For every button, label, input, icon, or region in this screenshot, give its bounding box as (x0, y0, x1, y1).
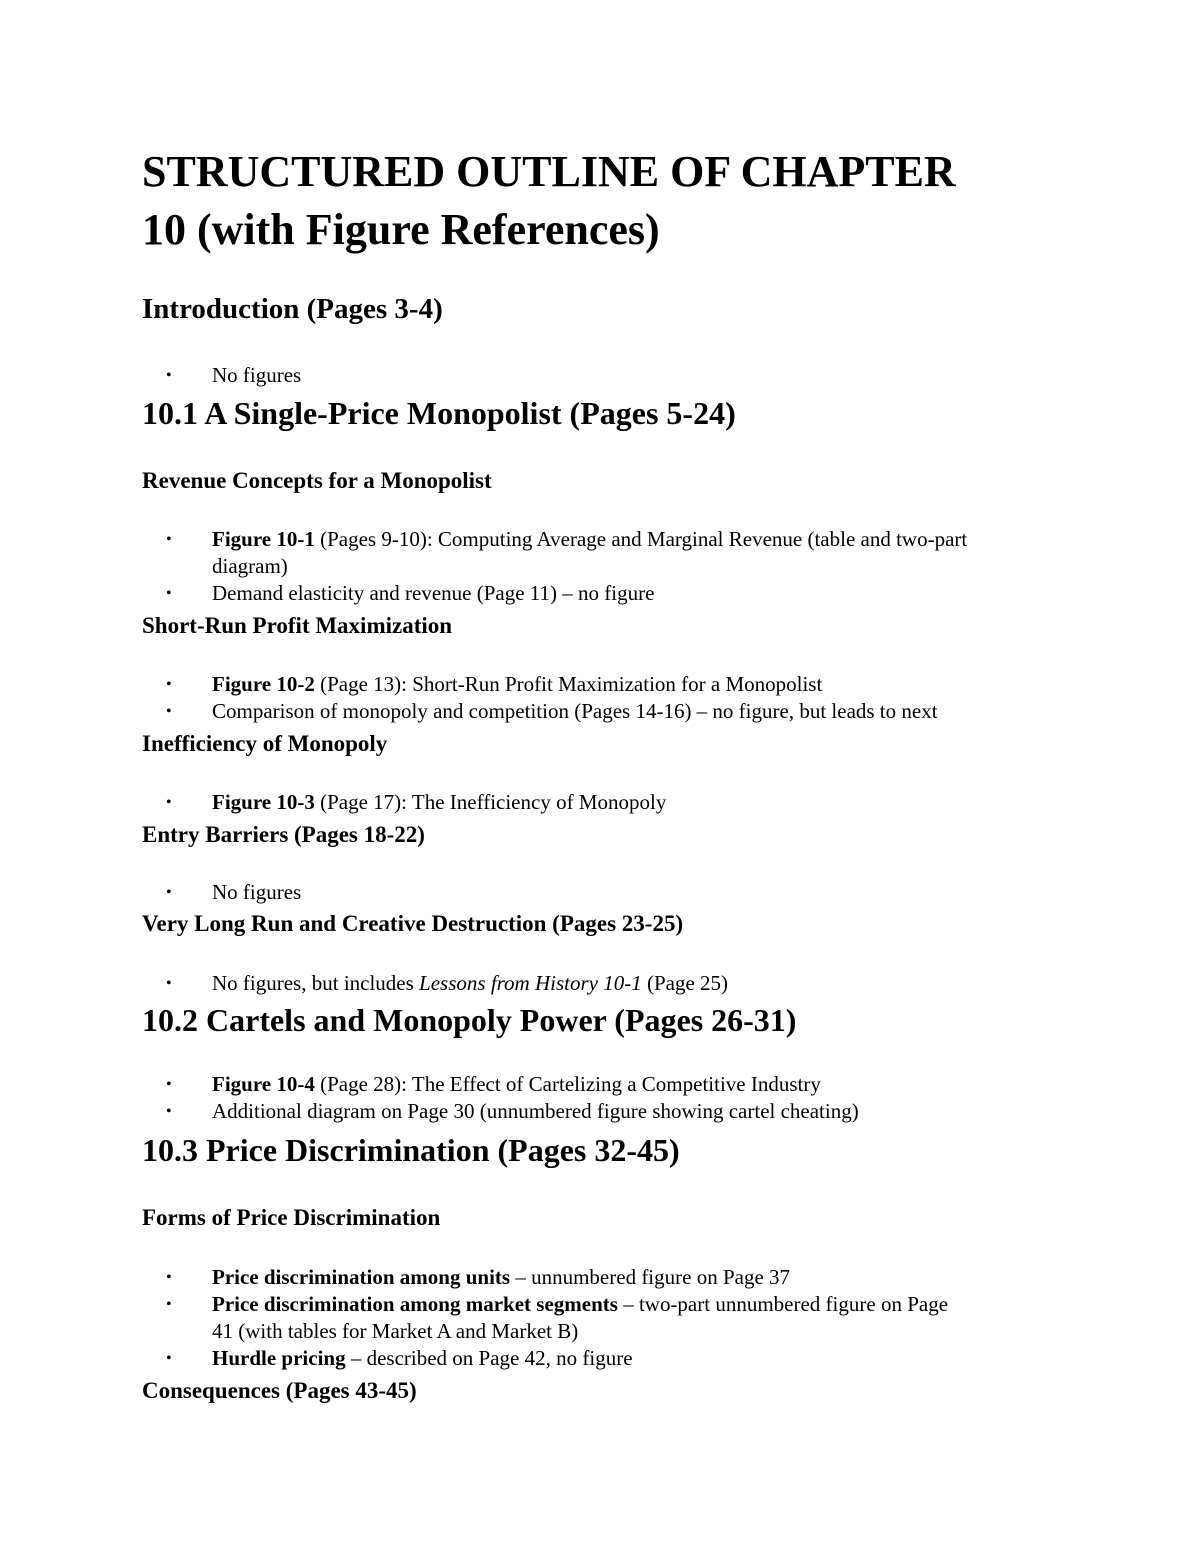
title-line-1: STRUCTURED OUTLINE OF CHAPTER (142, 147, 956, 196)
italic-reference: Lessons from History 10-1 (419, 971, 642, 995)
document-title (142, 143, 956, 259)
list-item: • Comparison of monopoly and competition (Pages 14-16) – no figure, but leads to next (166, 699, 938, 723)
heading-revenue-concepts: Revenue Concepts for a Monopolist (142, 468, 492, 493)
forms-list (142, 1264, 948, 1372)
entry-list (142, 879, 301, 906)
bullet-icon: • (166, 676, 172, 693)
list-item: • Price discrimination among units – unnumbered figure on Page 37 (166, 1265, 791, 1289)
title-line-2: 10 (with Figure References) (142, 205, 660, 254)
figure-label: Figure 10-4 (212, 1072, 315, 1096)
list-item: • No figures (166, 363, 302, 387)
short-run-list (142, 671, 938, 725)
bullet-icon: • (166, 367, 172, 384)
list-item: • Figure 10-3 (Page 17): The Inefficiency of Monopoly (166, 790, 667, 814)
bullet-icon: • (166, 531, 172, 548)
bullet-icon: • (166, 975, 172, 992)
very-long-run-list (142, 970, 728, 997)
figure-label: Figure 10-2 (212, 672, 315, 696)
figure-label: Figure 10-3 (212, 790, 315, 814)
list-item: • Figure 10-2 (Page 13): Short-Run Profit Maximization for a Monopolist (166, 672, 823, 696)
bullet-icon: • (166, 1296, 172, 1313)
heading-entry-barriers: Entry Barriers (Pages 18-22) (142, 822, 425, 847)
bullet-icon: • (166, 1350, 172, 1367)
heading-short-run: Short-Run Profit Maximization (142, 613, 453, 638)
intro-list (142, 362, 301, 389)
bullet-icon: • (166, 1103, 172, 1120)
list-item: • Figure 10-4 (Page 28): The Effect of Cartelizing a Competitive Industry (166, 1072, 821, 1096)
inefficiency-list (142, 789, 666, 816)
heading-introduction: Introduction (Pages 3-4) (142, 293, 443, 325)
heading-forms: Forms of Price Discrimination (142, 1205, 441, 1230)
heading-section-10-1: 10.1 A Single-Price Monopolist (Pages 5-24) (142, 395, 736, 431)
list-item: • No figures, but includes Lessons from History 10-1 (Page 25) (166, 971, 729, 995)
bullet-icon: • (166, 585, 172, 602)
bullet-icon: • (166, 703, 172, 720)
list-item: • Price discrimination among market segments – two-part unnumbered figure on Page 41 (with tables for Market A and Market B) (166, 1292, 949, 1343)
list-item: • No figures (166, 880, 302, 904)
bullet-icon: • (166, 1076, 172, 1093)
heading-section-10-3: 10.3 Price Discrimination (Pages 32-45) (142, 1132, 680, 1168)
bullet-icon: • (166, 884, 172, 901)
heading-consequences: Consequences (Pages 43-45) (142, 1378, 417, 1403)
heading-section-10-2: 10.2 Cartels and Monopoly Power (Pages 26-31) (142, 1002, 797, 1038)
list-item: • Figure 10-1 (Pages 9-10): Computing Average and Marginal Revenue (table and two-part diagram) (166, 527, 968, 578)
heading-inefficiency: Inefficiency of Monopoly (142, 731, 388, 756)
heading-very-long-run: Very Long Run and Creative Destruction (Pages 23-25) (142, 911, 684, 936)
cartels-list (142, 1071, 859, 1125)
list-item: • Demand elasticity and revenue (Page 11) – no figure (166, 581, 655, 605)
bullet-icon: • (166, 794, 172, 811)
figure-label: Figure 10-1 (212, 527, 315, 551)
list-item: • Hurdle pricing – described on Page 42, no figure (166, 1346, 633, 1370)
list-item: • Additional diagram on Page 30 (unnumbered figure showing cartel cheating) (166, 1099, 859, 1123)
revenue-list (142, 526, 967, 607)
bullet-icon: • (166, 1269, 172, 1286)
